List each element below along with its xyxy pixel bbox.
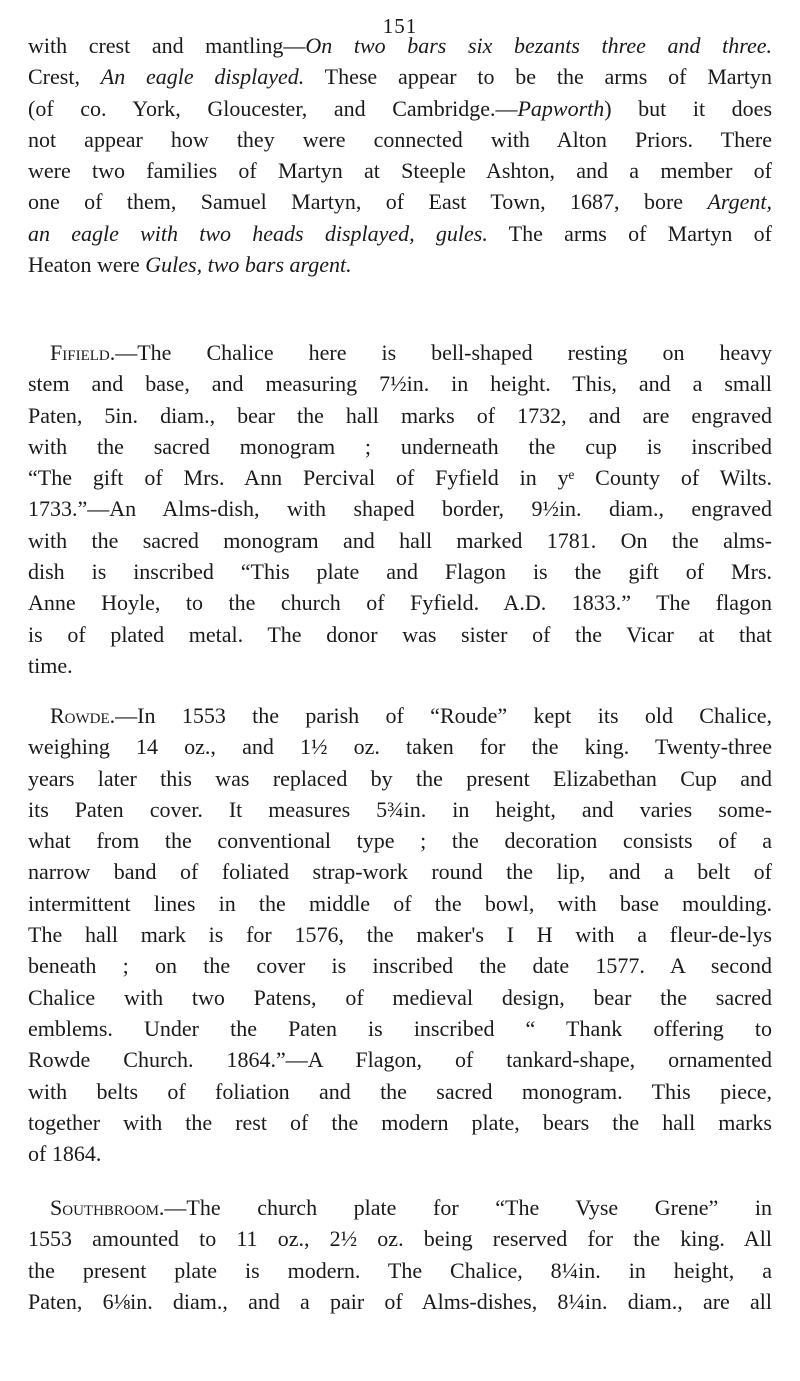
text-segment: its Paten cover. It measures 5¾in. in height, and varies some-	[28, 796, 772, 822]
italic-text: Gules, two bars argent.	[145, 252, 352, 278]
text-line	[28, 825, 772, 856]
text-segment: were two families of Martyn at Steeple Ashton, and a member of	[28, 158, 772, 184]
paragraph-rowde	[28, 700, 772, 1169]
text-segment: (of co. York, Gloucester, and Cambridge.—	[28, 95, 518, 121]
text-line	[28, 1076, 772, 1107]
text-segment: Chalice with two Patens, of medieval design, bear the sacred	[28, 984, 772, 1010]
text-segment: These appear to be the arms of Martyn	[304, 64, 772, 90]
text-segment: The hall mark is for 1576, the maker's I H with a fleur-de-lys	[28, 922, 772, 948]
text-line	[28, 61, 772, 92]
text-segment: not appear how they were connected with Alton Priors. There	[28, 126, 772, 152]
text-line	[28, 186, 772, 217]
text-line	[28, 587, 772, 618]
italic-text: an eagle with two heads displayed, gules.	[28, 220, 488, 246]
text-line	[28, 1138, 772, 1169]
text-line	[28, 493, 772, 524]
text-segment: emblems. Under the Paten is inscribed “ Thank offering to	[28, 1015, 772, 1041]
text-segment: the present plate is modern. The Chalice, 8¼in. in height, a	[28, 1257, 772, 1283]
text-segment: —In 1553 the parish of “Roude” kept its old Chalice,	[115, 703, 772, 728]
paragraph-fifield	[28, 337, 772, 681]
italic-text: Papworth	[517, 95, 605, 121]
text-line	[28, 249, 772, 280]
text-line	[28, 1255, 772, 1286]
text-segment: with crest and mantling—	[28, 33, 306, 58]
text-line	[28, 525, 772, 556]
text-segment: Crest,	[28, 64, 101, 90]
italic-text: Argent,	[707, 189, 772, 215]
text-segment: one of them, Samuel Martyn, of East Town, 1687, bore	[28, 189, 708, 215]
text-segment: what from the conventional type ; the decoration consists of a	[28, 828, 772, 854]
text-segment: ) but it does	[604, 95, 773, 121]
section-heading: Rowde.	[50, 703, 116, 728]
text-line	[28, 431, 772, 462]
text-segment: Anne Hoyle, to the church of Fyfield. A.D. 1833.” The flagon	[28, 590, 772, 616]
text-line	[28, 1286, 772, 1317]
text-segment: narrow band of foliated strap-work round the lip, and a belt of	[28, 859, 772, 885]
text-segment: “The gift of Mrs. Ann Percival of Fyfield in yᵉ County of Wilts.	[28, 465, 772, 491]
text-segment: with belts of foliation and the sacred monogram. This piece,	[28, 1078, 772, 1104]
text-line	[28, 1107, 772, 1138]
text-line	[28, 856, 772, 887]
text-line	[28, 794, 772, 825]
text-segment: intermittent lines in the middle of the bowl, with base moulding.	[28, 890, 772, 916]
text-line	[28, 888, 772, 919]
text-line	[28, 919, 772, 950]
text-line	[28, 155, 772, 186]
text-segment: together with the rest of the modern plate, bears the hall marks	[28, 1109, 772, 1135]
text-line	[28, 556, 772, 587]
italic-text: On two bars six bezants three and three.	[305, 33, 773, 58]
text-line	[28, 400, 772, 431]
text-line	[28, 619, 772, 650]
paragraph-southbroom	[28, 1192, 772, 1317]
page-number: 151	[382, 14, 418, 38]
text-segment: 1733.”—An Alms-dish, with shaped border, 9½in. diam., engraved	[28, 496, 772, 522]
text-segment: time.	[28, 652, 73, 678]
text-segment: —The church plate for “The Vyse Grene” in	[164, 1195, 772, 1220]
text-line	[28, 30, 772, 61]
text-segment: dish is inscribed “This plate and Flagon is the gift of Mrs.	[28, 559, 772, 585]
text-segment: with the sacred monogram and hall marked 1781. On the alms-	[28, 527, 772, 553]
text-line	[28, 700, 772, 731]
text-line	[28, 1013, 772, 1044]
text-line	[28, 337, 772, 368]
text-line	[28, 1044, 772, 1075]
text-segment: of 1864.	[28, 1141, 102, 1167]
text-segment: stem and base, and measuring 7½in. in height. This, and a small	[28, 371, 772, 397]
text-line	[28, 1192, 772, 1223]
text-line	[28, 731, 772, 762]
text-segment: —The Chalice here is bell-shaped resting on heavy	[115, 340, 772, 365]
text-line	[28, 462, 772, 493]
section-heading: Fifield.	[50, 340, 116, 365]
text-segment: Paten, 5in. diam., bear the hall marks of 1732, and are engraved	[28, 402, 772, 428]
paragraph-martyn-arms	[28, 30, 772, 280]
text-segment: The arms of Martyn of	[487, 220, 772, 246]
text-segment: beneath ; on the cover is inscribed the date 1577. A second	[28, 953, 772, 979]
text-line	[28, 124, 772, 155]
text-line	[28, 950, 772, 981]
text-segment: with the sacred monogram ; underneath the cup is inscribed	[28, 433, 772, 459]
text-line	[28, 1223, 772, 1254]
section-heading: Southbroom.	[50, 1195, 165, 1220]
text-segment: years later this was replaced by the present Elizabethan Cup and	[28, 765, 772, 791]
text-line	[28, 218, 772, 249]
text-line	[28, 763, 772, 794]
italic-text: An eagle displayed.	[100, 64, 305, 90]
text-line	[28, 982, 772, 1013]
text-line	[28, 368, 772, 399]
text-segment: Heaton were	[28, 252, 146, 278]
text-segment: is of plated metal. The donor was sister of the Vicar at that	[28, 621, 772, 647]
text-segment: Rowde Church. 1864.”—A Flagon, of tankard-shape, ornamented	[28, 1047, 772, 1073]
text-segment: weighing 14 oz., and 1½ oz. taken for the king. Twenty-three	[28, 734, 772, 760]
text-segment: 1553 amounted to 11 oz., 2½ oz. being reserved for the king. All	[28, 1226, 772, 1252]
text-line	[28, 650, 772, 681]
text-segment: Paten, 6⅛in. diam., and a pair of Alms-dishes, 8¼in. diam., are all	[28, 1288, 772, 1314]
text-line	[28, 93, 772, 124]
